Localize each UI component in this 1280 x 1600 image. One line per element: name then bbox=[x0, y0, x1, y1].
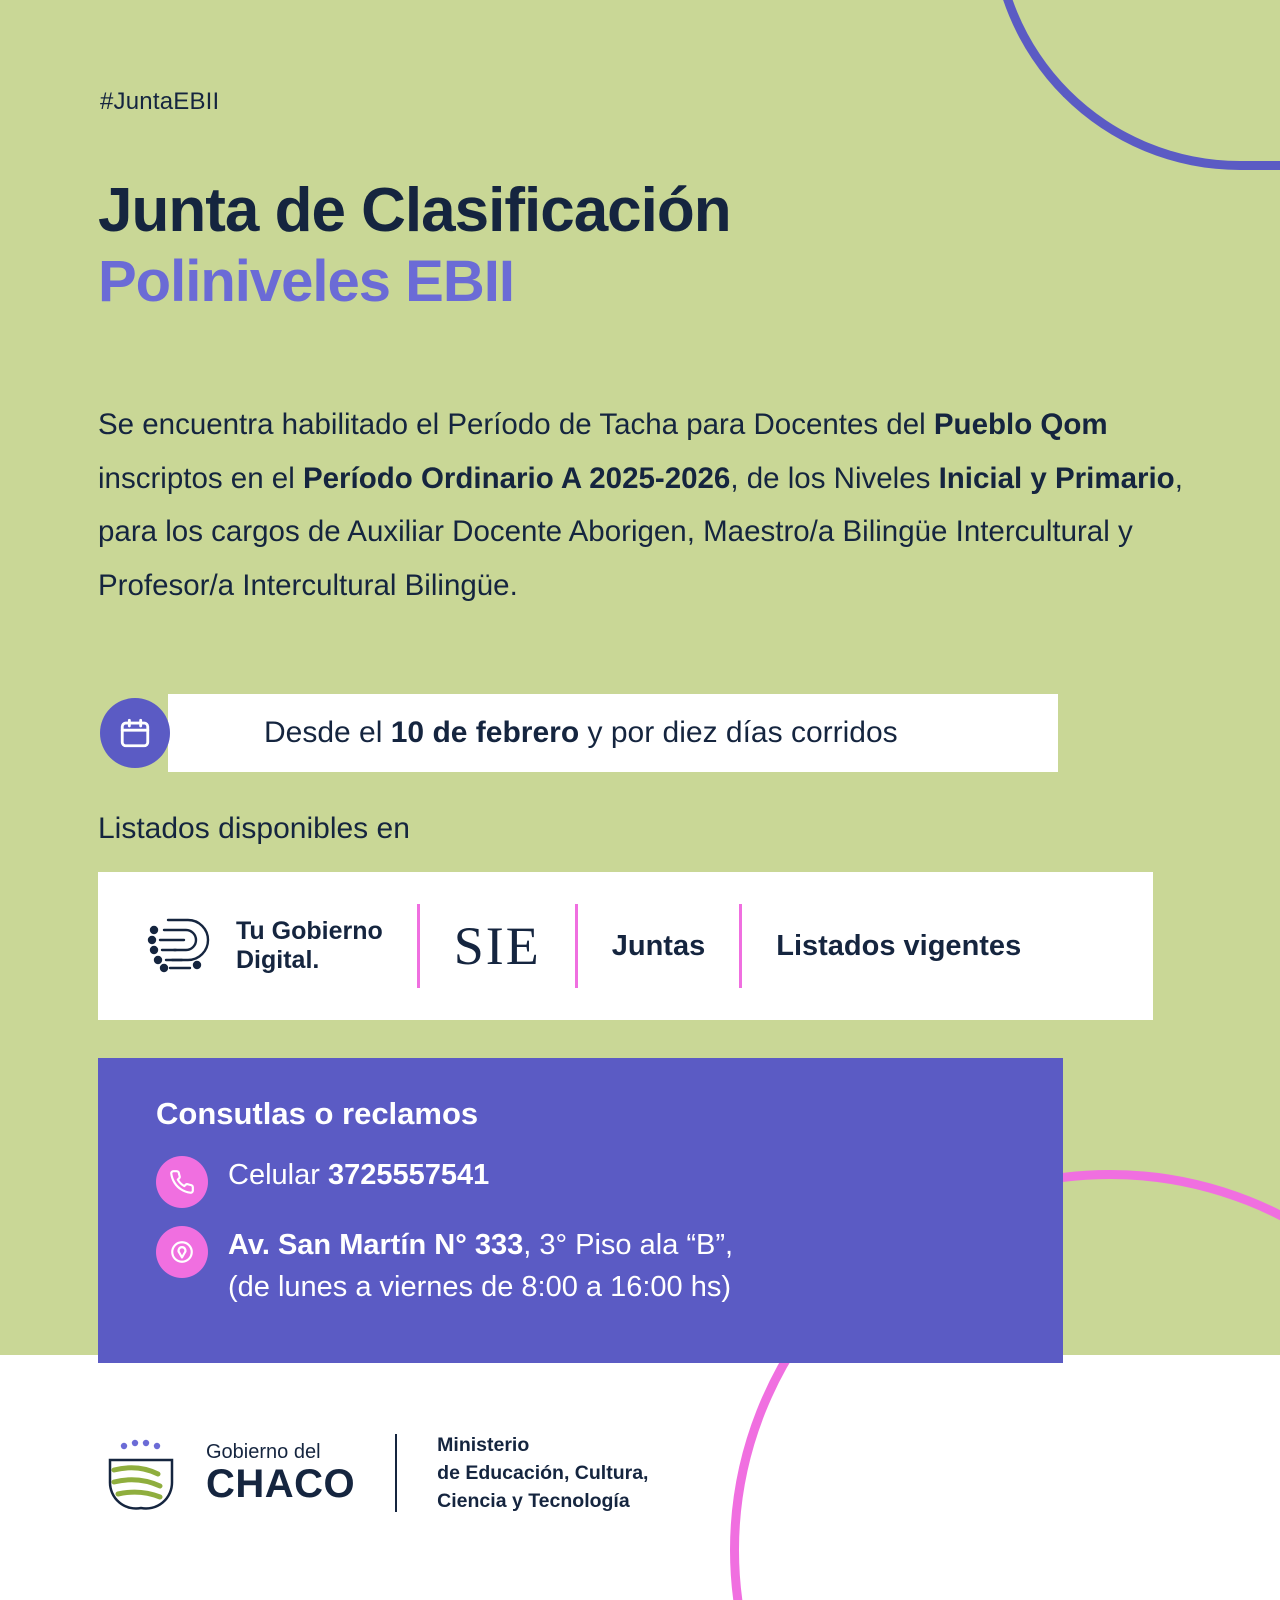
divider bbox=[739, 904, 742, 988]
phone-number: 3725557541 bbox=[327, 1159, 490, 1191]
body-part-3: , de los Niveles bbox=[730, 461, 939, 495]
tgd-line-1: Tu Gobierno bbox=[236, 917, 383, 946]
phone-label: Celular bbox=[228, 1159, 328, 1191]
strip-item-juntas: Juntas bbox=[611, 929, 706, 962]
date-value: 10 de febrero bbox=[390, 716, 580, 749]
date-suffix: y por diez días corridos bbox=[579, 716, 898, 749]
contact-row-phone bbox=[156, 1154, 1063, 1208]
contact-row-address bbox=[156, 1224, 1063, 1308]
tu-gobierno-digital-logo bbox=[98, 910, 383, 982]
address-hours: (de lunes a viernes de 8:00 a 16:00 hs) bbox=[228, 1271, 731, 1304]
calendar-icon bbox=[100, 698, 170, 768]
address-rest: , 3° Piso ala “B”, bbox=[523, 1229, 734, 1261]
tgd-line-2: Digital. bbox=[236, 946, 320, 974]
address-street: Av. San Martín N° 333 bbox=[228, 1229, 524, 1261]
contact-title: Consutlas o reclamos bbox=[156, 1096, 479, 1131]
body-bold-2: Período Ordinario A 2025-2026 bbox=[302, 461, 731, 495]
date-prefix: Desde el bbox=[264, 716, 391, 749]
logo-strip bbox=[98, 872, 1153, 1020]
tu-gobierno-digital-text bbox=[236, 917, 383, 975]
body-part-1: Se encuentra habilitado el Período de Tacha para Docentes del bbox=[98, 408, 934, 441]
body-bold-1: Pueblo Qom bbox=[933, 408, 1108, 441]
body-paragraph bbox=[98, 398, 1188, 613]
title-block bbox=[98, 178, 731, 316]
ministry-line-1: Ministerio bbox=[437, 1433, 530, 1456]
phone-icon bbox=[156, 1156, 208, 1208]
body-part-2: inscriptos en el bbox=[98, 461, 303, 495]
location-pin-icon bbox=[156, 1226, 208, 1278]
contact-phone-text bbox=[228, 1154, 489, 1196]
footer bbox=[98, 1430, 648, 1516]
date-bar bbox=[168, 694, 1058, 772]
page-title: Junta de Clasificación bbox=[98, 176, 731, 245]
divider bbox=[417, 904, 420, 988]
hashtag: #JuntaEBII bbox=[100, 88, 220, 115]
contact-box bbox=[98, 1058, 1063, 1363]
ministry-line-2: de Educación, Cultura, bbox=[437, 1461, 649, 1484]
ministry-line-3: Ciencia y Tecnología bbox=[437, 1490, 630, 1513]
digital-network-icon bbox=[142, 910, 222, 982]
chaco-wordmark bbox=[206, 1441, 355, 1505]
divider bbox=[575, 904, 578, 988]
ministry-block bbox=[437, 1431, 648, 1516]
body-part-4: , para los cargos de Auxiliar Docente Aborigen, Maestro/a Bilingüe Intercultural y Profesor/a Intercultural Bilingüe. bbox=[98, 461, 1183, 603]
body-bold-3: Inicial y Primario bbox=[938, 461, 1175, 495]
date-text bbox=[264, 716, 898, 750]
strip-item-listados-vigentes: Listados vigentes bbox=[776, 929, 1022, 962]
footer-divider bbox=[395, 1434, 397, 1512]
contact-address-text bbox=[228, 1224, 733, 1308]
chaco-logo-icon bbox=[98, 1430, 184, 1516]
chaco-big-line: CHACO bbox=[206, 1462, 356, 1506]
page-subtitle: Poliniveles EBII bbox=[98, 249, 514, 315]
listados-label: Listados disponibles en bbox=[98, 812, 410, 845]
sie-logo: SIE bbox=[453, 916, 541, 976]
chaco-small-line: Gobierno del bbox=[206, 1441, 321, 1463]
